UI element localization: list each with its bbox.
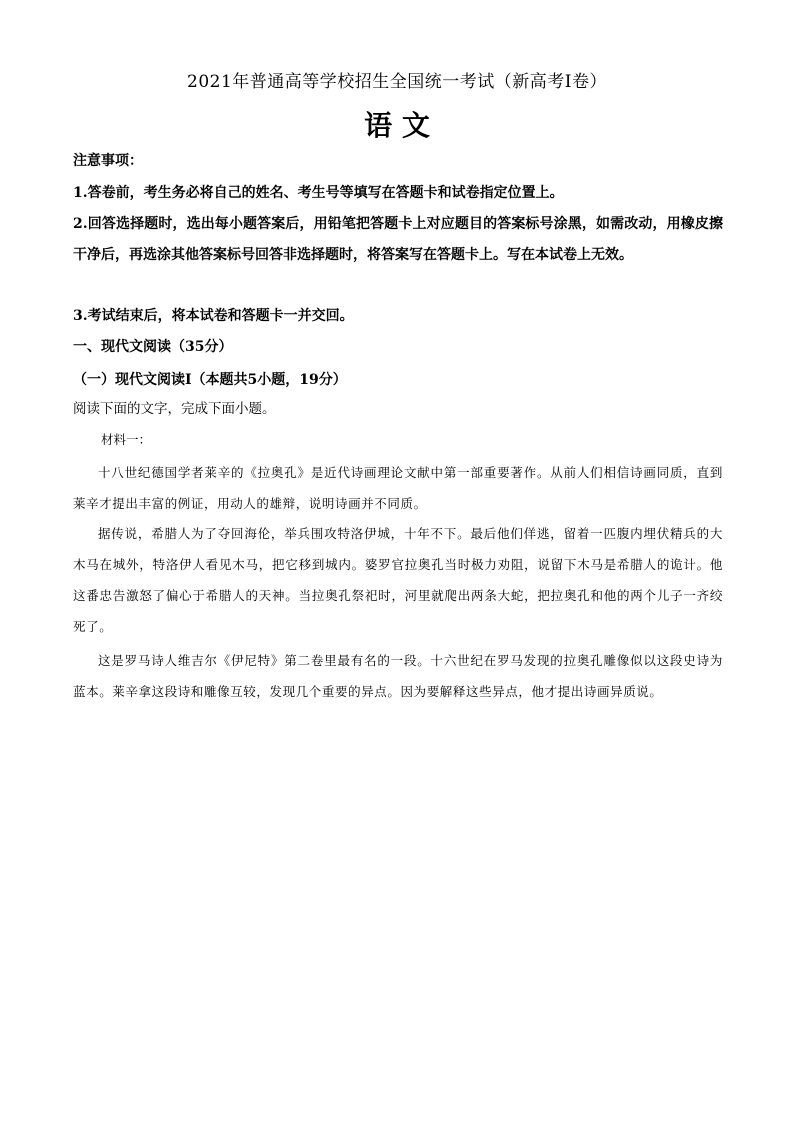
notice-item-2: 2.回答选择题时，选出每小题答案后，用铅笔把答题卡上对应题目的答案标号涂黑，如需改动，用橡皮擦干净后，再选涂其他答案标号回答非选择题时，将答案写在答题卡上。写在本试卷上无效。 — [73, 216, 723, 263]
material-paragraph-3: 这是罗马诗人维吉尔《伊尼特》第二卷里最有名的一段。十六世纪在罗马发现的拉奥孔雕像似以这段史诗为蓝本。莱辛拿这段诗和雕像互较，发现几个重要的异点。因为要解释这些异点，他才提出诗画异质说。 — [73, 653, 723, 699]
material-label: 材料一： — [101, 432, 152, 447]
reading-instruction: 阅读下面的文字，完成下面小题。 — [73, 401, 276, 417]
notice-item-3: 3.考试结束后，将本试卷和答题卡一并交回。 — [73, 308, 354, 324]
exam-title: 2021年普通高等学校招生全国统一考试（新高考Ⅰ卷） — [187, 72, 607, 92]
material-paragraph-2: 据传说，希腊人为了夺回海伦，举兵围攻特洛伊城，十年不下。最后他们佯逃，留着一匹腹内埋伏精兵的大木马在城外，特洛伊人看见木马，把它移到城内。婆罗官拉奥孔当时极力劝阻，说留下木马是希腊人的诡计。他这番忠告激怒了偏心于希腊人的天神。当拉奥孔祭祀时，河里就爬出两条大蛇，把拉奥孔和他的两个儿子一齐绞死了。 — [73, 526, 723, 634]
material-paragraph-1: 十八世纪德国学者莱辛的《拉奥孔》是近代诗画理论文献中第一部重要著作。从前人们相信诗画同质，直到莱辛才提出丰富的例证，用动人的雄辩，说明诗画并不同质。 — [73, 465, 723, 511]
subsection-heading: （一）现代文阅读Ⅰ（本题共5小题，19分） — [73, 372, 347, 388]
notice-item-1: 1.答卷前，考生务必将自己的姓名、考生号等填写在答题卡和试卷指定位置上。 — [73, 185, 564, 201]
subject-title: 语 文 — [364, 109, 430, 142]
section-heading: 一、现代文阅读（35分） — [73, 339, 233, 355]
notice-heading: 注意事项： — [73, 153, 143, 169]
